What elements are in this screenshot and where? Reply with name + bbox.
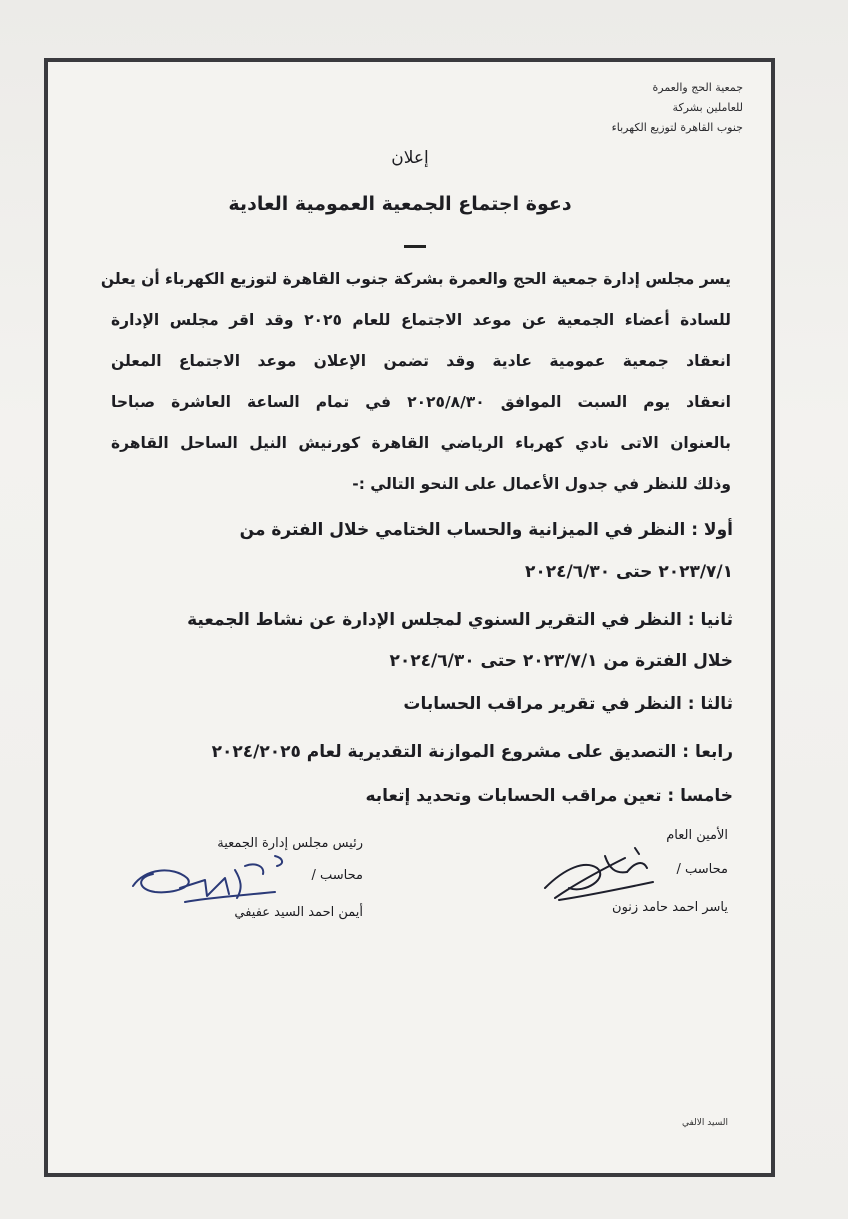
chairman-handwritten-signature <box>125 848 295 918</box>
chairman-title: رئيس مجلس إدارة الجمعية <box>217 836 363 851</box>
agenda-item-5: خامسا : تعين مراقب الحسابات وتحديد إتعابه <box>365 786 733 806</box>
agenda-item-3: ثالثا : النظر في تقرير مراقب الحسابات <box>403 694 733 714</box>
org-header-line-3: جنوب القاهرة لتوزيع الكهرباء <box>611 121 743 134</box>
agenda-item-4: رابعا : التصديق على مشروع الموازنة التقديرية لعام ٢٠٢٤/٢٠٢٥ <box>211 742 733 762</box>
agenda-item-1: أولا : النظر في الميزانية والحساب الختامي خلال الفترة من <box>239 520 733 540</box>
body-line-1: يسر مجلس إدارة جمعية الحج والعمرة بشركة جنوب القاهرة لتوزيع الكهرباء أن يعلن <box>100 270 731 288</box>
secretary-general-role: محاسب / <box>676 862 728 877</box>
body-line-2: للسادة أعضاء الجمعية عن موعد الاجتماع للعام ٢٠٢٥ وقد اقر مجلس الإدارة <box>111 311 731 329</box>
chairman-role: محاسب / <box>311 868 363 883</box>
secretary-general-title: الأمين العام <box>666 828 728 843</box>
org-header-line-1: جمعية الحج والعمرة <box>652 81 743 94</box>
secretary-handwritten-signature <box>535 838 685 918</box>
body-line-3: انعقاد جمعية عمومية عادية وقد تضمن الإعلان موعد الاجتماع المعلن <box>111 352 731 370</box>
body-line-5: بالعنوان الاتى نادي كهرباء الرياضي القاهرة كورنيش النيل الساحل القاهرة <box>111 434 731 452</box>
announcement-title: إعلان <box>391 148 429 168</box>
title-divider <box>404 245 426 248</box>
footer-note: السيد الالفي <box>681 1118 728 1128</box>
body-line-6: وذلك للنظر في جدول الأعمال على النحو التالي :- <box>352 475 731 493</box>
agenda-item-2-continued: خلال الفترة من ٢٠٢٣/٧/١ حتى ٢٠٢٤/٦/٣٠ <box>389 651 733 671</box>
meeting-invitation-heading: دعوة اجتماع الجمعية العمومية العادية <box>228 193 572 215</box>
body-line-4: انعقاد يوم السبت الموافق ٢٠٢٥/٨/٣٠ في تمام الساعة العاشرة صباحا <box>111 393 731 411</box>
agenda-item-2: ثانيا : النظر في التقرير السنوي لمجلس الإدارة عن نشاط الجمعية <box>187 610 733 630</box>
org-header-line-2: للعاملين بشركة <box>672 101 743 114</box>
secretary-general-name: ياسر احمد حامد زنون <box>612 900 728 915</box>
chairman-name: أيمن احمد السيد عفيفي <box>234 905 363 920</box>
agenda-item-1-continued: ٢٠٢٣/٧/١ حتى ٢٠٢٤/٦/٣٠ <box>525 562 733 582</box>
